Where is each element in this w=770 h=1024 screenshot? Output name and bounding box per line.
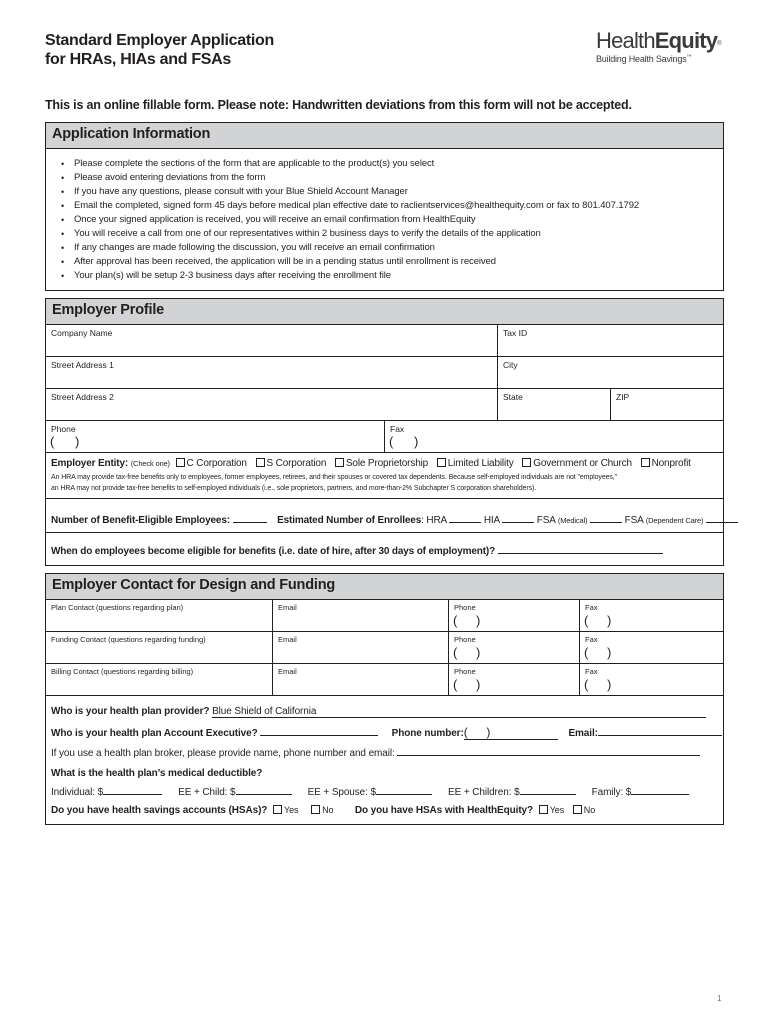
instruction-item: • Once your signed application is received, you will receive an email confirmation from HealthEquity: [61, 213, 723, 227]
phone-field[interactable]: [46, 421, 384, 452]
company-row: [46, 325, 723, 357]
zip-field[interactable]: [610, 389, 723, 420]
sole-proprietorship-label: Sole Proprietorship: [345, 458, 429, 469]
instruction-item: • Your plan(s) will be setup 2-3 business days after receiving the enrollment file: [61, 269, 723, 283]
plan-contact-row: [46, 600, 723, 632]
hsa-no-label: No: [322, 805, 334, 815]
city-field[interactable]: [497, 357, 723, 388]
ee-children-input[interactable]: [520, 794, 576, 795]
ee-child-input[interactable]: [236, 794, 292, 795]
sole-proprietorship-checkbox[interactable]: [335, 458, 344, 467]
limited-liability-label: Limited Liability: [447, 458, 514, 469]
individual-input[interactable]: [103, 794, 162, 795]
government-church-label: Government or Church: [533, 458, 632, 469]
contact-questions: [51, 706, 716, 816]
instruction-item: • Please avoid entering deviations from the form: [61, 171, 723, 185]
instruction-item: • You will receive a call from one of our representatives within 2 business days to verify the details of the application: [61, 227, 723, 241]
est-enrollees-label: Estimated Number of Enrollees: [277, 515, 422, 526]
paren-open: (: [453, 613, 458, 628]
plan-contact-phone-field[interactable]: [448, 600, 579, 631]
hsa-yes-label: Yes: [284, 805, 299, 815]
ee-children-label: EE + Children: $: [448, 787, 520, 798]
phone-fax-row: [46, 421, 723, 453]
c-corporation-label: C Corporation: [186, 458, 247, 469]
logo-health: Health: [596, 28, 655, 53]
zip-label: ZIP: [616, 392, 630, 402]
s-corporation-checkbox[interactable]: [256, 458, 265, 467]
account-exec-line: [51, 727, 716, 748]
limited-liability-checkbox[interactable]: [437, 458, 446, 467]
hra-enrollees-input[interactable]: [449, 522, 481, 523]
application-information-heading: Application Information: [46, 123, 723, 149]
phone-area-open: (: [50, 434, 55, 449]
benefit-eligible-label: Number of Benefit-Eligible Employees:: [51, 515, 230, 526]
fax-field[interactable]: [384, 421, 723, 452]
billing-contact-row: [46, 664, 723, 696]
instruction-item: • Email the completed, signed form 45 days before medical plan effective date to raclientservices@healthequity.com or fax to 801.407.1792: [61, 199, 723, 213]
hsa-he-no-checkbox[interactable]: [573, 805, 582, 814]
provider-question: Who is your health plan provider?: [51, 706, 210, 717]
ee-child-label: EE + Child: $: [178, 787, 236, 798]
billing-contact-email-field[interactable]: [272, 664, 448, 695]
fillable-notice: This is an online fillable form. Please note: Handwritten deviations from this form will not be accepted.: [45, 98, 632, 112]
government-church-checkbox[interactable]: [522, 458, 531, 467]
nonprofit-checkbox[interactable]: [641, 458, 650, 467]
provider-input[interactable]: [212, 706, 706, 718]
hra-label: HRA: [426, 515, 447, 526]
ee-spouse-label: EE + Spouse: $: [307, 787, 376, 798]
benefit-eligible-input[interactable]: [233, 522, 267, 523]
paren-close: ): [607, 613, 612, 628]
fax-area-close: ): [414, 434, 419, 449]
paren-close: ): [476, 645, 481, 660]
broker-input[interactable]: [397, 755, 700, 756]
form-title: [45, 31, 274, 69]
plan-contact-fax-label: Fax: [585, 603, 598, 612]
billing-contact-phone-field[interactable]: [448, 664, 579, 695]
plan-contact-email-label: Email: [278, 603, 297, 612]
plan-contact-email-field[interactable]: [272, 600, 448, 631]
billing-contact-phone-label: Phone: [454, 667, 476, 676]
street1-row: [46, 357, 723, 389]
hra-note-2: an HRA may not provide tax-free benefits to self-employed individuals (i.e., sole proprietors, partners, and more-than-2% Subchapter S corporation shareholders).: [51, 485, 537, 492]
family-input[interactable]: [631, 794, 689, 795]
eligibility-input[interactable]: [498, 553, 663, 554]
fsa-medical-note: (Medical): [557, 516, 588, 525]
enrollees-line: [51, 515, 723, 526]
phone-area-close: ): [75, 434, 80, 449]
hsa-he-yes-checkbox[interactable]: [539, 805, 548, 814]
ee-spouse-input[interactable]: [376, 794, 432, 795]
page-number: 1: [717, 994, 722, 1003]
check-one-note: (Check one): [130, 459, 170, 468]
account-exec-question: Who is your health plan Account Executive?: [51, 728, 258, 739]
funding-contact-fax-field[interactable]: [579, 632, 723, 663]
fsa-dependent-input[interactable]: [706, 522, 738, 523]
employer-entity-options: [51, 458, 723, 469]
deductible-question: What is the health plan’s medical deductible?: [51, 768, 263, 779]
billing-contact-fax-field[interactable]: [579, 664, 723, 695]
instruction-item: • After approval has been received, the application will be in a pending status until enrollment is received: [61, 255, 723, 269]
logo-tm: ™: [686, 54, 692, 60]
fsa-medical-input[interactable]: [590, 522, 622, 523]
family-label: Family: $: [591, 787, 632, 798]
tax-id-field[interactable]: [497, 325, 723, 356]
exec-phone-paren-open: (: [463, 725, 468, 739]
instruction-item: • Please complete the sections of the form that are applicable to the product(s) you select: [61, 157, 723, 171]
company-name-field[interactable]: [46, 325, 497, 356]
eligibility-question: When do employees become eligible for benefits (i.e. date of hire, after 30 days of employment)?: [51, 546, 496, 557]
provider-value: Blue Shield of California: [212, 706, 317, 717]
logo-registered-mark: ®: [717, 41, 721, 47]
employer-contact-heading: Employer Contact for Design and Funding: [46, 574, 723, 600]
hsa-yes-checkbox[interactable]: [273, 805, 282, 814]
funding-contact-email-field[interactable]: [272, 632, 448, 663]
hsa-he-question: Do you have HSAs with HealthEquity?: [354, 805, 534, 816]
exec-email-input[interactable]: [598, 735, 722, 736]
fsa-medical-label: FSA: [536, 515, 556, 526]
hra-note-1: An HRA may provide tax-free benefits only to employees, former employees, retirees, and their spouses or covered tax dependents. Because self-employed individuals are not "employees,": [51, 474, 618, 481]
city-label: City: [503, 360, 518, 370]
nonprofit-label: Nonprofit: [651, 458, 691, 469]
hsa-no-checkbox[interactable]: [311, 805, 320, 814]
instructions-list: [46, 149, 723, 283]
broker-question: If you use a health plan broker, please provide name, phone number and email:: [51, 748, 395, 759]
individual-label: Individual: $: [51, 787, 104, 798]
paren-open: (: [584, 613, 589, 628]
street-address-1-label: Street Address 1: [51, 360, 114, 370]
company-name-label: Company Name: [51, 328, 113, 338]
billing-contact-field[interactable]: [46, 664, 272, 695]
employer-contact-section: [45, 573, 724, 825]
street-address-2-field[interactable]: [46, 389, 497, 420]
funding-contact-phone-field[interactable]: [448, 632, 579, 663]
paren-close: ): [476, 677, 481, 692]
title-line-2: for HRAs, HIAs and FSAs: [45, 51, 232, 68]
phone-label: Phone: [51, 424, 76, 434]
hsa-he-yes-label: Yes: [549, 805, 565, 815]
funding-contact-field[interactable]: [46, 632, 272, 663]
funding-contact-phone-label: Phone: [454, 635, 476, 644]
paren-close: ): [476, 613, 481, 628]
billing-contact-email-label: Email: [278, 667, 297, 676]
paren-close: ): [607, 677, 612, 692]
exec-email-label: Email:: [568, 728, 598, 739]
enrollees-row: [46, 499, 723, 533]
fsa-dependent-note: (Dependent Care): [645, 516, 704, 525]
street-address-2-label: Street Address 2: [51, 392, 114, 402]
plan-contact-phone-label: Phone: [454, 603, 476, 612]
paren-open: (: [453, 677, 458, 692]
employer-entity-label: Employer Entity:: [51, 458, 129, 469]
healthequity-logo: [596, 29, 726, 64]
hia-enrollees-input[interactable]: [502, 522, 534, 523]
employer-entity-row: [46, 453, 723, 499]
funding-contact-label: Funding Contact (questions regarding funding): [51, 635, 206, 644]
instruction-item: • If any changes are made following the discussion, you will receive an email confirmation: [61, 241, 723, 255]
billing-contact-fax-label: Fax: [585, 667, 598, 676]
state-field[interactable]: [497, 389, 610, 420]
fsa-dependent-label: FSA: [624, 515, 644, 526]
provider-line: [51, 706, 716, 727]
est-enrollees-colon: :: [421, 515, 424, 526]
funding-contact-fax-label: Fax: [585, 635, 598, 644]
hsa-question: Do you have health savings accounts (HSAs)?: [51, 805, 268, 816]
street-address-1-field[interactable]: [46, 357, 497, 388]
exec-phone-input[interactable]: [464, 727, 558, 740]
logo-equity: Equity: [654, 28, 718, 53]
employer-profile-heading: Employer Profile: [46, 299, 723, 325]
street2-row: [46, 389, 723, 421]
deductible-line: [51, 787, 716, 805]
funding-contact-row: [46, 632, 723, 664]
hsa-he-no-label: No: [583, 805, 596, 815]
plan-contact-label: Plan Contact (questions regarding plan): [51, 603, 184, 612]
c-corporation-checkbox[interactable]: [176, 458, 185, 467]
account-exec-input[interactable]: [260, 735, 378, 736]
hsa-line: [51, 805, 716, 816]
paren-open: (: [584, 677, 589, 692]
state-label: State: [503, 392, 523, 402]
broker-line: [51, 748, 716, 768]
plan-contact-field[interactable]: [46, 600, 272, 631]
paren-open: (: [584, 645, 589, 660]
eligibility-row: [46, 533, 723, 565]
hia-label: HIA: [483, 515, 500, 526]
fax-area-open: (: [389, 434, 394, 449]
paren-open: (: [453, 645, 458, 660]
s-corporation-label: S Corporation: [266, 458, 327, 469]
title-line-1: Standard Employer Application: [45, 32, 274, 49]
logo-tagline: Building Health Savings: [596, 54, 687, 64]
exec-phone-label: Phone number:: [391, 728, 464, 739]
paren-close: ): [607, 645, 612, 660]
tax-id-label: Tax ID: [503, 328, 528, 338]
fax-label: Fax: [390, 424, 405, 434]
plan-contact-fax-field[interactable]: [579, 600, 723, 631]
billing-contact-label: Billing Contact (questions regarding billing): [51, 667, 194, 676]
instruction-item: • If you have any questions, please consult with your Blue Shield Account Manager: [61, 185, 723, 199]
employer-profile-section: [45, 298, 724, 566]
eligibility-line: [51, 546, 723, 557]
exec-phone-paren-close: ): [486, 725, 491, 739]
funding-contact-email-label: Email: [278, 635, 297, 644]
application-information-section: [45, 122, 724, 291]
